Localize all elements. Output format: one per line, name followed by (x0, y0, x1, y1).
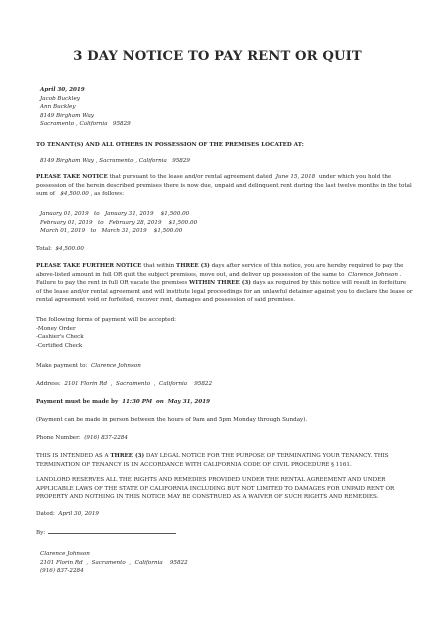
legal-notice (36, 452, 399, 469)
address-label: Address: (36, 381, 61, 387)
legal-line (36, 452, 399, 461)
by-label: By: (36, 530, 46, 536)
state: California (134, 559, 163, 566)
para-line: rental agreement void or forfeited, recover rent, damages and possession of said premises. (36, 297, 296, 304)
payable-line (36, 362, 399, 371)
payment-address (36, 380, 399, 389)
state: California (159, 381, 188, 387)
to-tenants-heading (36, 141, 399, 150)
para-line: above-listed amount in full OR quit the subject premises, move out, and deliver up possession of the same to Clarence Johnson . (36, 271, 402, 278)
from: March 01, 2019 (40, 228, 86, 235)
to-date: March 31, 2019 (101, 228, 147, 235)
tenant-city-line (36, 120, 399, 129)
payment-form-item: -Certified Check (36, 342, 83, 349)
in-person-note (36, 416, 399, 425)
page-title: 3 DAY NOTICE TO PAY RENT OR QUIT (73, 49, 362, 64)
state: California (79, 121, 108, 128)
city: Sacramento (40, 121, 75, 128)
text: under which you hold the (318, 174, 392, 180)
comma: , (110, 381, 113, 387)
legal-line: TERMINATION OF TENANCY IS IN ACCORDANCE WITH CALIFORNIA CODE OF CIVIL PROCEDURE § 1161. (36, 461, 352, 468)
para-line: of the lease and/or rental agreement and will institute legal proceedings for an unlawful detainer against you to declare the lease or (36, 288, 413, 295)
to: to (93, 211, 100, 217)
tenant-name: Ann Buckley (40, 104, 76, 111)
total-label: Total: (36, 246, 52, 252)
to-date: February 28, 2019 (108, 219, 162, 226)
landlord-block (36, 550, 399, 576)
dated-line (36, 510, 399, 519)
legal-line: LANDLORD RESERVES ALL THE RIGHTS AND REMEDIES PROVIDED UNDER THE RENTAL AGREEMENT AND UNDER (36, 477, 386, 483)
tenant-name: Jacob Buckley (40, 95, 80, 102)
city: Sacramento (115, 381, 151, 387)
comma: , (86, 559, 89, 566)
deadline-date: May 31, 2019 (167, 399, 210, 405)
payable-label: Make payment to: (36, 363, 88, 369)
payment-forms (36, 316, 399, 350)
emphasis: THREE (3) (110, 453, 145, 459)
text: that pursuant to the lease and/or rental agreement dated (109, 174, 273, 180)
city: Sacramento (99, 158, 134, 164)
comma: , (153, 381, 156, 387)
para-line (36, 190, 399, 199)
from: February 01, 2019 (40, 219, 93, 226)
comma: , (75, 121, 78, 128)
text: Failure to pay the rent in full OR vacate the premises (36, 280, 188, 287)
landlord-name: Clarence Johnson (40, 551, 90, 557)
lead: PLEASE TAKE NOTICE (36, 174, 108, 180)
by-row (36, 527, 399, 538)
deadline-label: Payment must be made by (36, 399, 119, 405)
comma: , (135, 158, 138, 164)
phone-row (36, 434, 399, 443)
comma: , (95, 158, 98, 164)
para-line (36, 173, 399, 182)
payable-to (36, 362, 399, 371)
tenant-address-block (36, 86, 399, 129)
zip: 95822 (194, 381, 213, 387)
zip: 95822 (169, 559, 188, 566)
note-text: (Payment can be made in person between the hours of 9am and 5pm Monday through Sunday). (36, 417, 308, 423)
total-line (36, 245, 399, 254)
legal-line: PROPERTY AND NOTHING IN THIS NOTICE MAY BE CONSTRUED AS A WAIVER OF SUCH RIGHTS AND REMEDIES. (36, 494, 379, 501)
rights-reserved (36, 476, 399, 502)
comma: , (129, 559, 132, 566)
from: January 01, 2019 (40, 211, 89, 217)
tenant-street: 8149 Birgham Way (40, 112, 94, 119)
total-row (36, 245, 399, 254)
rent-row (36, 210, 399, 219)
text: above-listed amount in full OR quit the subject premises, move out, and deliver up possession of the same to (36, 271, 345, 278)
text: , as follows: (90, 191, 125, 198)
phone-line (36, 434, 399, 443)
para-line (36, 262, 404, 271)
on: on (156, 399, 164, 405)
dated-value: April 30, 2019 (58, 511, 99, 517)
phone-label: Phone Number: (36, 435, 81, 441)
payment-form-item: -Cashier's Check (36, 334, 84, 341)
text: DAY LEGAL NOTICE FOR THE PURPOSE OF TERMINATING YOUR TENANCY. THIS (145, 453, 389, 459)
lease-date: June 15, 2018 (275, 174, 316, 180)
payment-form-item: -Money Order (36, 325, 76, 332)
street: 8149 Birgham Way (40, 158, 94, 164)
text: days after service of this notice, you are hereby required to pay the (211, 263, 404, 269)
dated-row (36, 510, 399, 519)
deadline-line (36, 398, 399, 407)
heading-text: TO TENANT(S) AND ALL OTHERS IN POSSESSION OF THE PREMISES LOCATED AT: (36, 142, 304, 148)
to: to (90, 228, 97, 235)
signature-line (36, 527, 399, 538)
rent-row (36, 219, 399, 228)
amount: $1,500.00 (168, 219, 198, 226)
lead: PLEASE TAKE FURTHER NOTICE (36, 263, 142, 269)
premises-line (36, 157, 399, 166)
state: California (138, 158, 167, 164)
amount: $1,500.00 (160, 211, 190, 217)
emphasis: THREE (3) (176, 263, 210, 269)
premises-address (36, 157, 399, 166)
text: that within (143, 263, 175, 269)
further-notice-paragraph (36, 262, 413, 305)
para-line: possession of the herein described premises there is now due, unpaid and delinquent rent during the last twelve months in the total (36, 182, 412, 189)
signature-field[interactable] (48, 527, 176, 534)
rent-row (36, 227, 399, 236)
phone-value: (916) 837-2284 (84, 435, 128, 441)
payment-deadline (36, 398, 399, 407)
zip: 95829 (112, 121, 131, 128)
landlord-name: Clarence Johnson (90, 363, 141, 369)
amount: $1,500.00 (153, 228, 183, 235)
text: days as required by this notice will result in forfeiture (252, 280, 407, 287)
notice-paragraph (36, 173, 412, 199)
zip: 95829 (172, 158, 190, 164)
address-line (36, 380, 399, 389)
notice-date: April 30, 2019 (40, 87, 85, 93)
street: 2101 Florin Rd (40, 559, 83, 566)
legal-line: APPLICABLE LAWS OF THE STATE OF CALIFORNIA INCLUDING BUT NOT LIMITED TO DAMAGES FOR UNPAID RENT OR (36, 485, 395, 492)
text: THIS IS INTENDED AS A (36, 453, 109, 459)
street: 2101 Florin Rd (64, 381, 108, 387)
payment-intro: The following forms of payment will be accepted: (36, 317, 177, 323)
total-amount: $4,500.00 (55, 246, 84, 252)
emphasis: WITHIN THREE (3) (189, 280, 251, 287)
para-line (36, 279, 407, 288)
landlord-phone: (916) 837-2284 (40, 568, 84, 575)
total-due: $4,500.00 (60, 191, 89, 198)
to-date: January 31, 2019 (104, 211, 154, 217)
landlord-address (36, 559, 399, 568)
deadline-time: 11:30 PM (122, 399, 153, 405)
rent-table (36, 210, 399, 236)
landlord-name: Clarence Johnson (348, 271, 398, 278)
dated-label: Dated: (36, 511, 55, 517)
text: sum of (36, 191, 55, 198)
city: Sacramento (91, 559, 126, 566)
to: to (97, 219, 104, 226)
